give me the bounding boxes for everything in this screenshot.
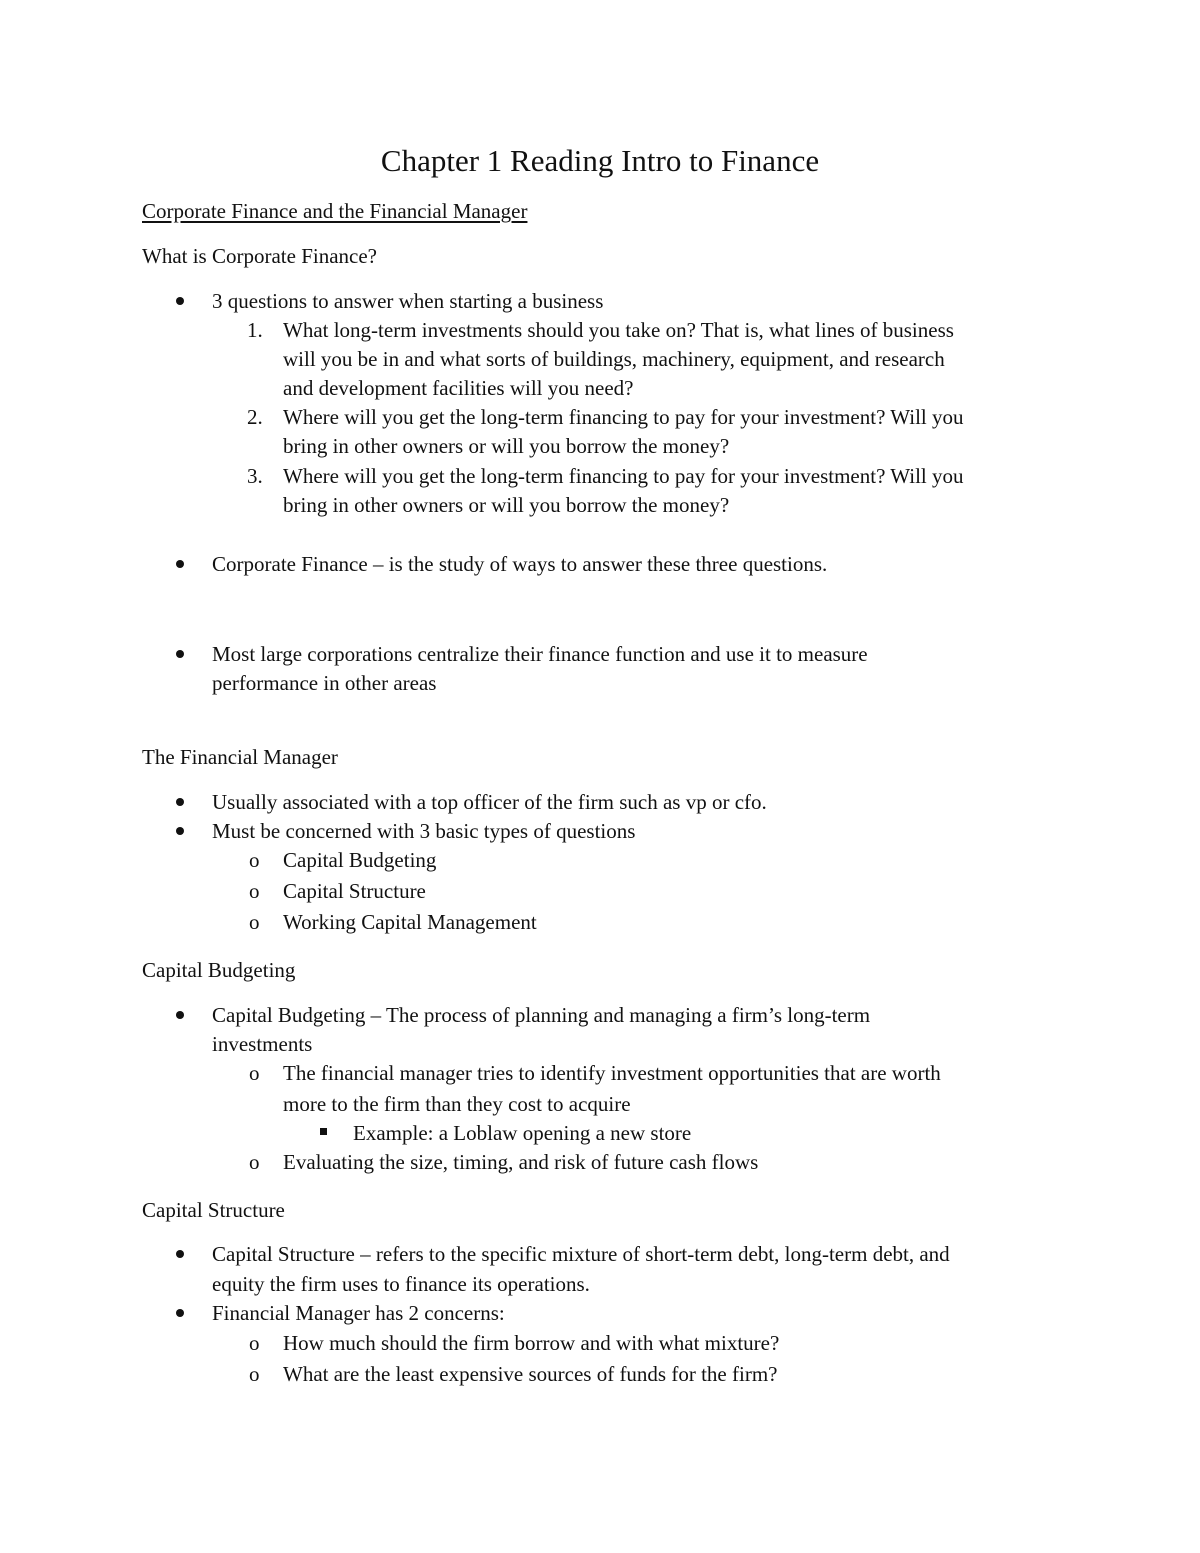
sub-item-least-expensive: What are the least expensive sources of funds for the firm? [283, 1362, 778, 1386]
sub-item-evaluating-cash-flows: Evaluating the size, timing, and risk of future cash flows [283, 1150, 759, 1174]
bullet-capital-budgeting-line-2: investments [212, 1032, 313, 1056]
numbered-item-1-line-2: will you be in and what sorts of buildings, machinery, equipment, and research [283, 347, 945, 371]
bullet-three-questions: 3 questions to answer when starting a business [212, 289, 604, 313]
bullet-icon [176, 1011, 184, 1019]
section-heading-financial-manager: The Financial Manager [142, 745, 338, 769]
bullet-icon [176, 297, 184, 305]
sub-bullet-icon: o [249, 1150, 260, 1174]
bullet-capital-structure-line-1: Capital Structure – refers to the specific mixture of short-term debt, long-term debt, and [212, 1242, 950, 1266]
numbered-item-1-line-1: What long-term investments should you take on? That is, what lines of business [283, 318, 954, 342]
bullet-capital-structure-line-2: equity the firm uses to finance its operations. [212, 1272, 590, 1296]
sub-sub-item-example: Example: a Loblaw opening a new store [353, 1121, 692, 1145]
question-what-is-corporate-finance: What is Corporate Finance? [142, 244, 377, 268]
square-bullet-icon [320, 1128, 327, 1135]
numbered-item-3-line-2: bring in other owners or will you borrow the money? [283, 493, 730, 517]
sub-item-identify-opportunities-line-1: The financial manager tries to identify investment opportunities that are worth [283, 1061, 941, 1085]
sub-item-capital-budgeting: Capital Budgeting [283, 848, 437, 872]
numbered-item-2-line-2: bring in other owners or will you borrow the money? [283, 434, 730, 458]
bullet-icon [176, 827, 184, 835]
section-heading-capital-structure: Capital Structure [142, 1198, 285, 1222]
sub-bullet-icon: o [249, 1061, 260, 1085]
sub-bullet-icon: o [249, 1362, 260, 1386]
bullet-centralize-line-2: performance in other areas [212, 671, 437, 695]
sub-item-identify-opportunities-line-2: more to the firm than they cost to acquire [283, 1092, 631, 1116]
numbered-item-3-line-1: Where will you get the long-term financing to pay for your investment? Will you [283, 464, 964, 488]
bullet-icon [176, 560, 184, 568]
sub-bullet-icon: o [249, 848, 260, 872]
sub-item-working-capital: Working Capital Management [283, 910, 537, 934]
sub-bullet-icon: o [249, 1331, 260, 1355]
list-number-3: 3. [247, 464, 263, 488]
sub-item-how-much-borrow: How much should the firm borrow and with what mixture? [283, 1331, 780, 1355]
bullet-icon [176, 1250, 184, 1258]
sub-bullet-icon: o [249, 910, 260, 934]
bullet-icon [176, 650, 184, 658]
list-number-1: 1. [247, 318, 263, 342]
sub-item-capital-structure: Capital Structure [283, 879, 426, 903]
sub-bullet-icon: o [249, 879, 260, 903]
list-number-2: 2. [247, 405, 263, 429]
bullet-centralize-line-1: Most large corporations centralize their finance function and use it to measure [212, 642, 868, 666]
bullet-two-concerns: Financial Manager has 2 concerns: [212, 1301, 505, 1325]
bullet-corporate-finance-definition: Corporate Finance – is the study of ways to answer these three questions. [212, 552, 828, 576]
bullet-three-types: Must be concerned with 3 basic types of questions [212, 819, 636, 843]
bullet-icon [176, 798, 184, 806]
section-heading-capital-budgeting: Capital Budgeting [142, 958, 296, 982]
section-heading-corporate-finance: Corporate Finance and the Financial Manager [142, 199, 528, 223]
numbered-item-2-line-1: Where will you get the long-term financing to pay for your investment? Will you [283, 405, 964, 429]
bullet-capital-budgeting-line-1: Capital Budgeting – The process of planning and managing a firm’s long-term [212, 1003, 871, 1027]
numbered-item-1-line-3: and development facilities will you need? [283, 376, 634, 400]
bullet-icon [176, 1309, 184, 1317]
page-title: Chapter 1 Reading Intro to Finance [380, 143, 820, 178]
bullet-top-officer: Usually associated with a top officer of the firm such as vp or cfo. [212, 790, 767, 814]
